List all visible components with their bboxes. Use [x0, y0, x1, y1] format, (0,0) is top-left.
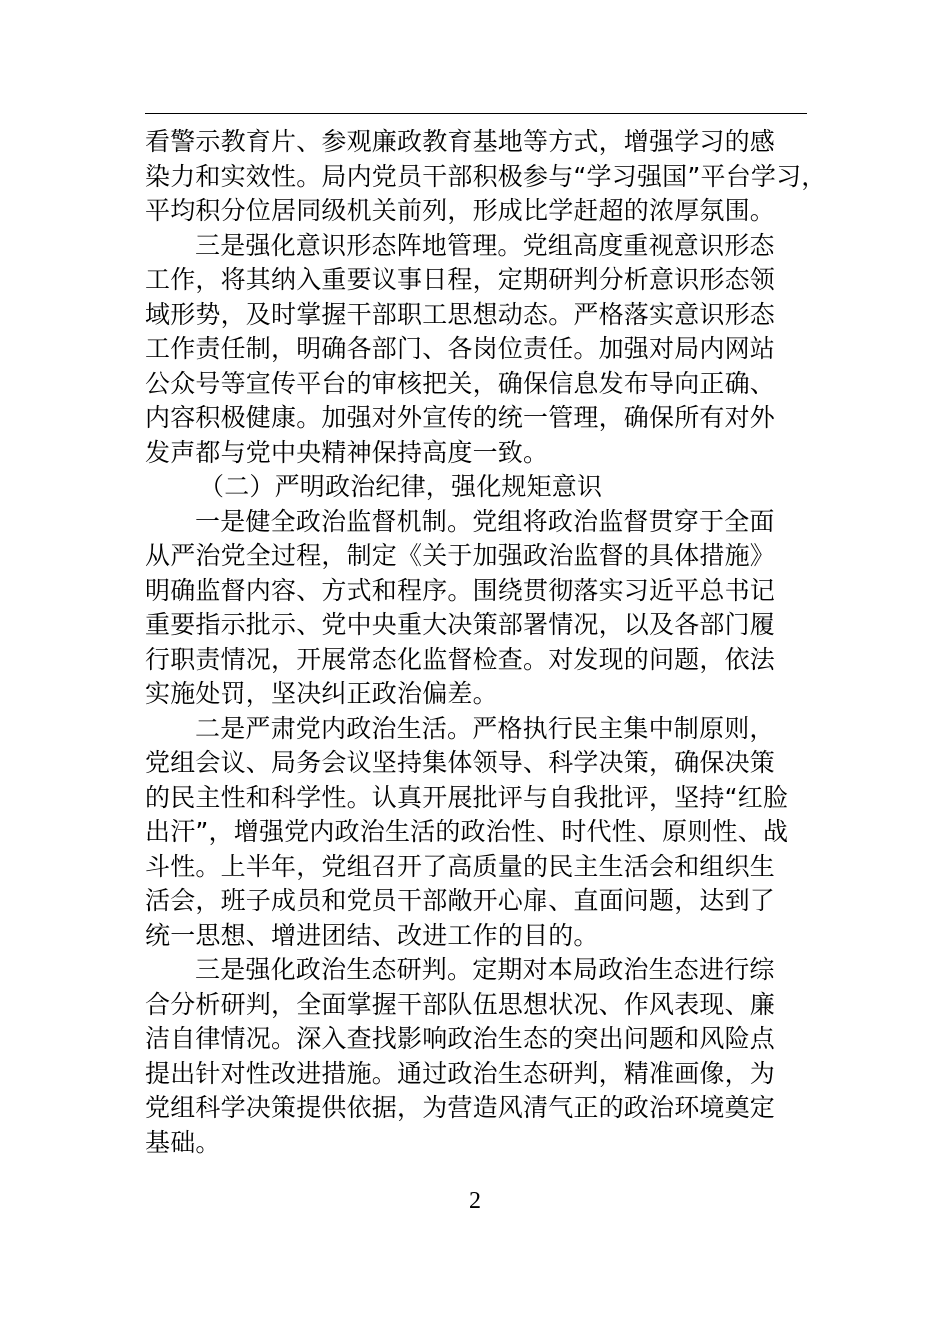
- body-line: 明确监督内容、方式和程序。围绕贯彻落实习近平总书记: [145, 575, 776, 605]
- body-line: 平均积分位居同级机关前列，形成比学赶超的浓厚氛围。: [145, 196, 776, 225]
- body-line: 染力和实效性。局内党员干部积极参与“学习强国”平台学习，: [145, 161, 827, 191]
- body-line: 重要指示批示、党中央重大决策部署情况，以及各部门履: [145, 610, 776, 639]
- body-line: 的民主性和科学性。认真开展批评与自我批评，坚持“红脸: [145, 782, 789, 812]
- body-line: 提出针对性改进措施。通过政治生态研判，精准画像，为: [145, 1058, 776, 1088]
- document-body: [145, 125, 827, 1160]
- body-line: 洁自律情况。深入查找影响政治生态的突出问题和风险点: [145, 1024, 776, 1053]
- body-line: 统一思想、增进团结、改进工作的目的。: [145, 920, 599, 950]
- body-line: 实施处罚，坚决纠正政治偏差。: [145, 679, 498, 708]
- body-line: 内容积极健康。加强对外宣传的统一管理，确保所有对外: [145, 403, 776, 432]
- body-line: 活会，班子成员和党员干部敞开心扉、直面问题，达到了: [145, 886, 776, 915]
- page-number: 2: [469, 1188, 481, 1214]
- body-line: 公众号等宣传平台的审核把关，确保信息发布导向正确、: [145, 368, 776, 398]
- body-line: 发声都与党中央精神保持高度一致。: [145, 437, 549, 467]
- body-line: 合分析研判，全面掌握干部队伍思想状况、作风表现、廉: [145, 989, 776, 1019]
- body-line: 工作责任制，明确各部门、各岗位责任。加强对局内网站: [145, 334, 776, 363]
- body-line: 域形势，及时掌握干部职工思想动态。严格落实意识形态: [145, 299, 776, 329]
- body-line: 行职责情况，开展常态化监督检查。对发现的问题，依法: [145, 644, 776, 674]
- body-line: 基础。: [145, 1127, 221, 1157]
- body-line: 党组科学决策提供依据，为营造风清气正的政治环境奠定: [145, 1093, 776, 1122]
- body-line: 斗性。上半年，党组召开了高质量的民主生活会和组织生: [145, 851, 776, 881]
- body-line: 党组会议、局务会议坚持集体领导、科学决策，确保决策: [145, 748, 776, 777]
- paragraph-first-line: 三是强化政治生态研判。定期对本局政治生态进行综: [195, 955, 775, 984]
- paragraph-first-line: 二是严肃党内政治生活。严格执行民主集中制原则，: [195, 713, 775, 743]
- paragraph-first-line: 一是健全政治监督机制。党组将政治监督贯穿于全面: [195, 506, 775, 536]
- body-line: 看警示教育片、参观廉政教育基地等方式，增强学习的感: [145, 127, 776, 156]
- header-rule: [145, 113, 807, 114]
- paragraph-first-line: 三是强化意识形态阵地管理。党组高度重视意识形态: [195, 230, 775, 260]
- section-heading: （二）严明政治纪律，强化规矩意识: [199, 472, 603, 501]
- body-line: 从严治党全过程，制定《关于加强政治监督的具体措施》: [145, 541, 776, 570]
- body-line: 工作，将其纳入重要议事日程，定期研判分析意识形态领: [145, 265, 776, 294]
- body-line: 出汗”，增强党内政治生活的政治性、时代性、原则性、战: [145, 817, 789, 846]
